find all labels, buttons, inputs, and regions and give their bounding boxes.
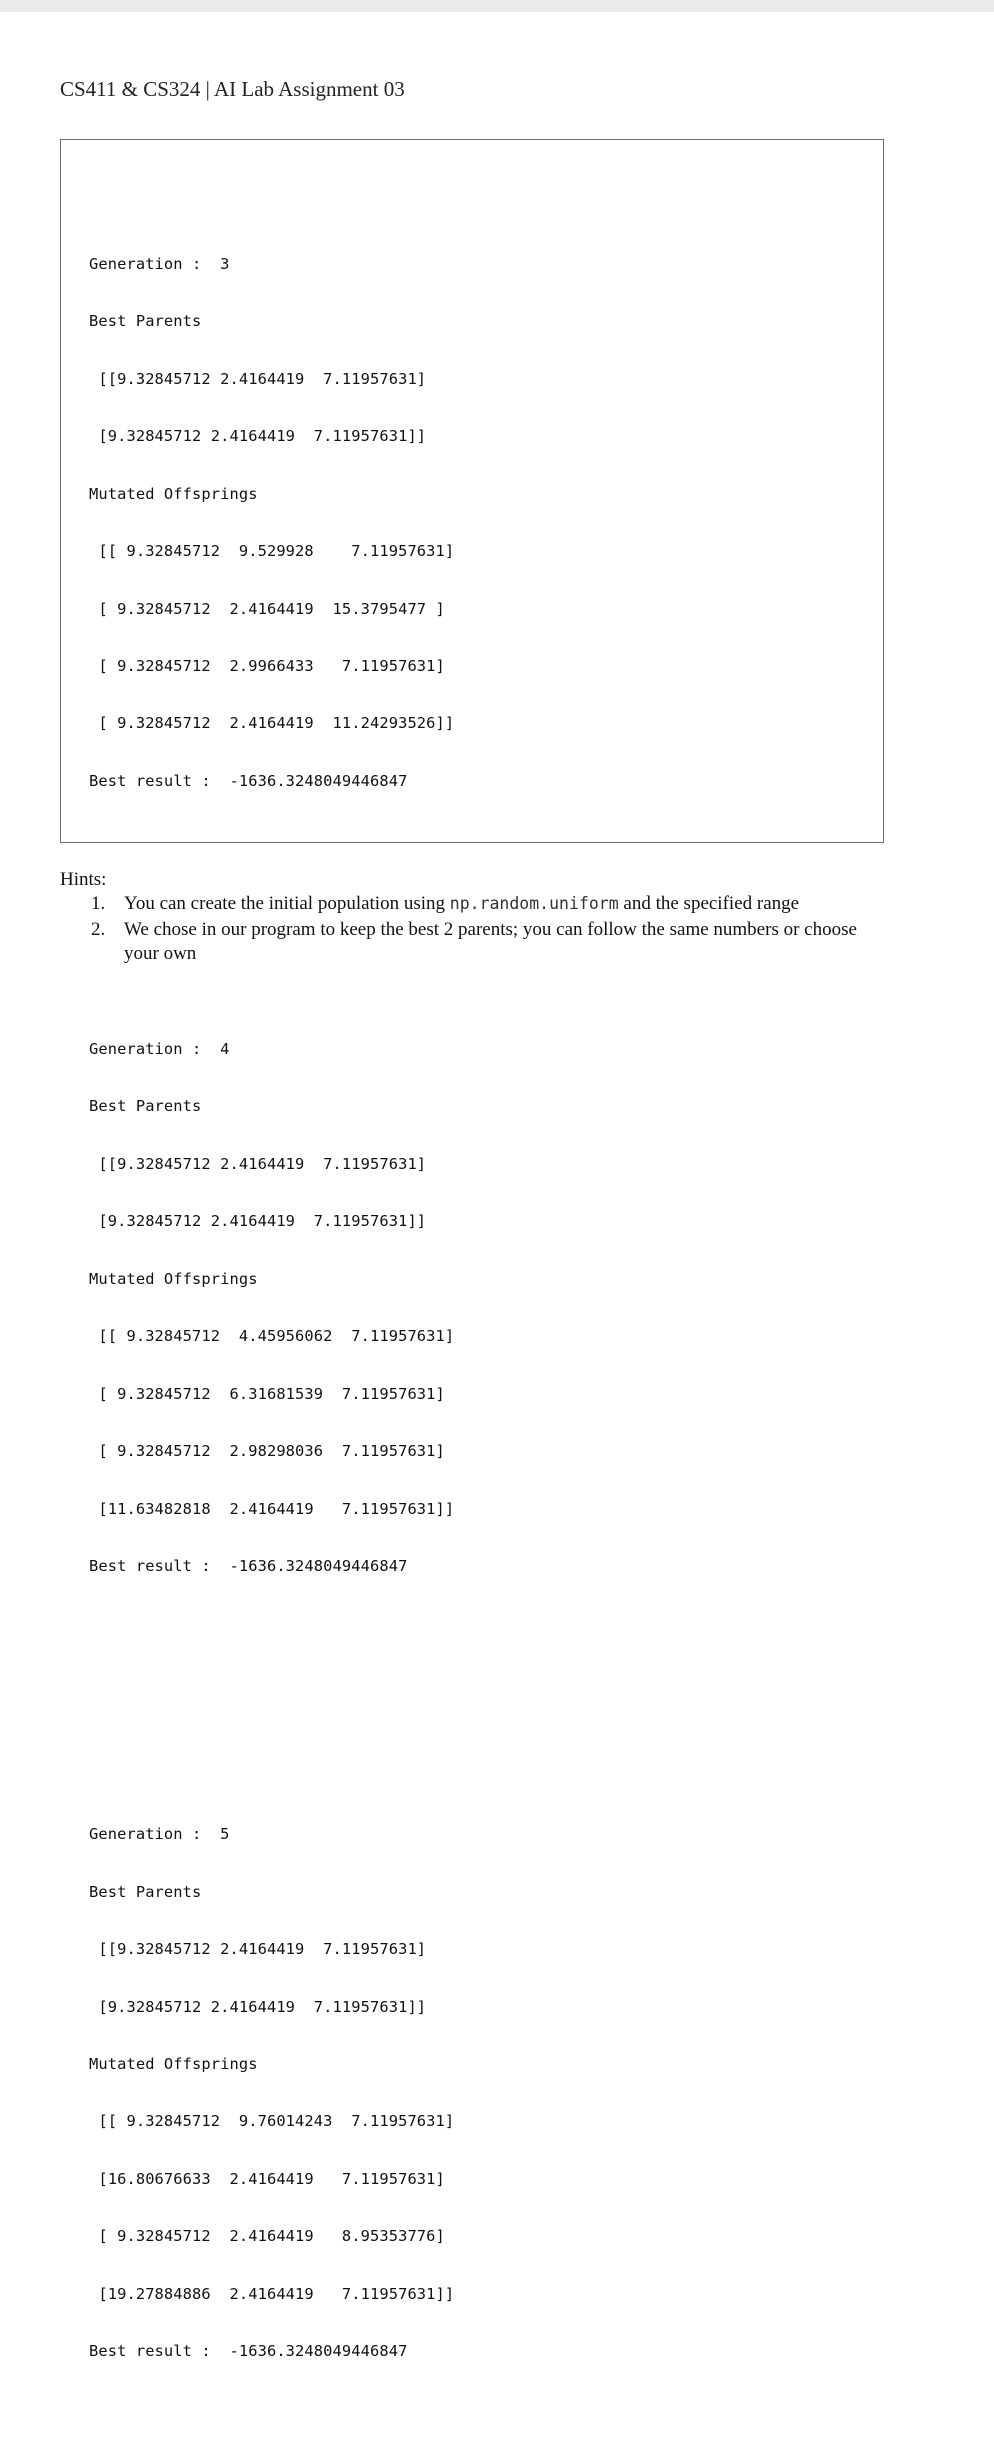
hint-item xyxy=(60,892,890,916)
inline-code: np.random.uniform xyxy=(449,894,619,913)
page-top-strip xyxy=(0,0,994,12)
hints-heading: Hints: xyxy=(60,869,107,890)
offspring-row: [11.63482818 2.4164419 7.11957631]] xyxy=(89,1499,455,1518)
mutated-offsprings-label: Mutated Offsprings xyxy=(89,1269,258,1288)
hints-list xyxy=(60,892,890,966)
offspring-row: [[ 9.32845712 9.76014243 7.11957631] xyxy=(89,2112,455,2131)
hints-section xyxy=(60,868,890,968)
offspring-row: [ 9.32845712 6.31681539 7.11957631] xyxy=(89,1384,445,1403)
best-parents-label: Best Parents xyxy=(89,1882,202,1901)
parent-row: [[9.32845712 2.4164419 7.11957631] xyxy=(89,369,427,388)
offspring-row: [ 9.32845712 2.98298036 7.11957631] xyxy=(89,1442,445,1461)
hint-text: We chose in our program to keep the best 2 parents; you can follow the same numbers or choose your own xyxy=(124,919,857,964)
offspring-row: [ 9.32845712 2.4164419 15.3795477 ] xyxy=(89,599,445,618)
parent-row: [9.32845712 2.4164419 7.11957631]] xyxy=(89,1997,427,2016)
hint-number: 2. xyxy=(91,919,106,940)
parent-row: [9.32845712 2.4164419 7.11957631]] xyxy=(89,1212,427,1231)
best-result-line: Best result : -1636.3248049446847 xyxy=(89,2342,408,2361)
generation-header: Generation : 5 xyxy=(89,1825,230,1844)
offspring-row: [16.80676633 2.4164419 7.11957631] xyxy=(89,2169,445,2188)
generation-block-4 xyxy=(89,1002,454,1615)
best-parents-label: Best Parents xyxy=(89,1097,202,1116)
code-output-text xyxy=(89,159,454,2457)
parent-row: [9.32845712 2.4164419 7.11957631]] xyxy=(89,427,427,446)
hint-number: 1. xyxy=(91,893,106,914)
mutated-offsprings-label: Mutated Offsprings xyxy=(89,484,258,503)
offspring-row: [19.27884886 2.4164419 7.11957631]] xyxy=(89,2284,455,2303)
hint-text: You can create the initial population using xyxy=(124,893,450,914)
parent-row: [[9.32845712 2.4164419 7.11957631] xyxy=(89,1940,427,1959)
generation-header: Generation : 4 xyxy=(89,1040,230,1058)
mutated-offsprings-label: Mutated Offsprings xyxy=(89,2055,258,2074)
generation-spacer xyxy=(89,1672,454,1729)
offspring-row: [[ 9.32845712 4.45956062 7.11957631] xyxy=(89,1327,455,1346)
generation-block-5 xyxy=(89,1787,454,2400)
best-parents-label: Best Parents xyxy=(89,312,202,331)
hint-item xyxy=(60,918,890,966)
document-title: CS411 & CS324 | AI Lab Assignment 03 xyxy=(60,77,405,101)
generation-block-3 xyxy=(89,216,454,829)
offspring-row: [ 9.32845712 2.4164419 11.24293526]] xyxy=(89,714,455,733)
offspring-row: [ 9.32845712 2.9966433 7.11957631] xyxy=(89,656,445,675)
best-result-line: Best result : -1636.3248049446847 xyxy=(89,1557,408,1576)
best-result-line: Best result : -1636.3248049446847 xyxy=(89,771,408,790)
offspring-row: [[ 9.32845712 9.529928 7.11957631] xyxy=(89,542,455,561)
offspring-row: [ 9.32845712 2.4164419 8.95353776] xyxy=(89,2227,445,2246)
hint-text: and the specified range xyxy=(618,893,800,914)
generation-header: Generation : 3 xyxy=(89,254,230,273)
parent-row: [[9.32845712 2.4164419 7.11957631] xyxy=(89,1154,427,1173)
